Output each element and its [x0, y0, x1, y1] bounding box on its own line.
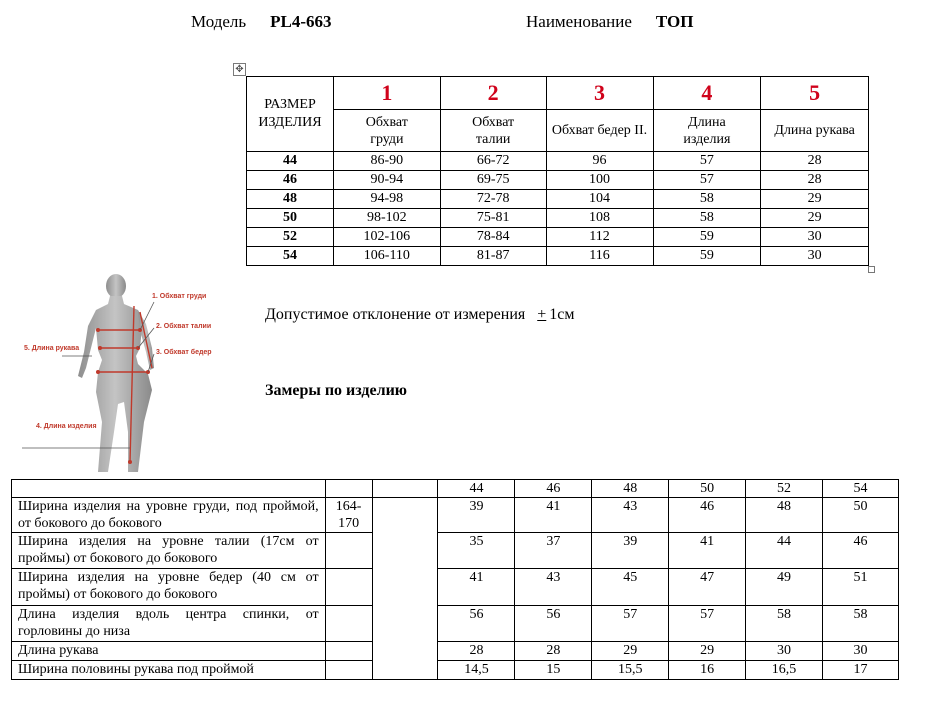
figure-label-sleeve: 5. Длина рукава	[24, 345, 80, 352]
measurement-value: 41	[438, 569, 515, 606]
size-value-cell: 66-72	[440, 152, 546, 171]
empty-cell	[325, 480, 372, 498]
measurement-value: 41	[669, 533, 746, 569]
size-value-cell: 116	[546, 247, 653, 266]
measurement-value: 17	[822, 661, 898, 680]
size-value-cell: 59	[653, 228, 761, 247]
measurement-value: 16	[669, 661, 746, 680]
measurements-table	[11, 479, 899, 680]
measurement-label: Длина изделия вдоль центра спинки, от горловины до низа	[12, 606, 326, 642]
measurement-value: 29	[592, 642, 669, 661]
measurement-value: 35	[438, 533, 515, 569]
measurement-label: Ширина половины рукава под проймой	[12, 661, 326, 680]
mannequin-silhouette	[78, 274, 154, 472]
size-value-cell: 108	[546, 209, 653, 228]
size-value-cell: 58	[653, 190, 761, 209]
size-value-cell: 86-90	[333, 152, 440, 171]
measurement-value: 39	[438, 498, 515, 533]
size-value-cell: 104	[546, 190, 653, 209]
size-value-cell: 75-81	[440, 209, 546, 228]
figure-label-length: 4. Длина изделия	[36, 423, 97, 430]
size-table-row	[247, 228, 869, 247]
size-header-cell: 54	[822, 480, 898, 498]
measurement-value: 28	[438, 642, 515, 661]
size-table-row	[247, 209, 869, 228]
measurement-value: 50	[822, 498, 898, 533]
column-number: 4	[653, 77, 761, 110]
tolerance-text: Допустимое отклонение от измерения	[265, 306, 526, 323]
measurement-value: 37	[515, 533, 592, 569]
measurement-row	[12, 661, 899, 680]
column-number: 3	[546, 77, 653, 110]
measurement-row	[12, 533, 899, 569]
tolerance-value: 1см	[549, 306, 575, 323]
size-value-cell: 29	[761, 190, 869, 209]
size-value-cell: 57	[653, 152, 761, 171]
measurement-value: 15	[515, 661, 592, 680]
size-value-cell: 59	[653, 247, 761, 266]
blank-column-cell	[372, 498, 438, 680]
measurement-value: 30	[822, 642, 898, 661]
size-row-header	[247, 77, 334, 152]
size-cell: 44	[247, 152, 334, 171]
size-header-cell: 50	[669, 480, 746, 498]
tolerance-sign: +	[537, 306, 547, 323]
column-label: Обхват талии	[440, 110, 546, 152]
empty-cell	[325, 661, 372, 680]
figure-label-hips: 3. Обхват бедер	[156, 349, 212, 356]
size-header-cell: 44	[438, 480, 515, 498]
model-heading	[191, 12, 332, 32]
measurement-value: 14,5	[438, 661, 515, 680]
size-value-cell: 98-102	[333, 209, 440, 228]
column-number: 2	[440, 77, 546, 110]
measurement-value: 41	[515, 498, 592, 533]
size-value-cell: 100	[546, 171, 653, 190]
measurement-label: Длина рукава	[12, 642, 326, 661]
empty-cell	[325, 569, 372, 606]
measurement-value: 49	[746, 569, 823, 606]
empty-cell	[372, 480, 438, 498]
measurement-value: 58	[746, 606, 823, 642]
measurement-value: 30	[746, 642, 823, 661]
measurement-label: Ширина изделия на уровне груди, под проймой, от бокового до бокового	[12, 498, 326, 533]
empty-cell	[325, 642, 372, 661]
size-value-cell: 58	[653, 209, 761, 228]
figure-label-chest: 1. Обхват груди	[152, 293, 207, 300]
column-label: Длина изделия	[653, 110, 761, 152]
size-value-cell: 81-87	[440, 247, 546, 266]
empty-cell	[12, 480, 326, 498]
size-row-header-text: РАЗМЕР ИЗДЕЛИЯ	[258, 97, 322, 130]
measurement-value: 48	[746, 498, 823, 533]
size-table-row	[247, 152, 869, 171]
measurement-value: 45	[592, 569, 669, 606]
measurement-value: 56	[438, 606, 515, 642]
size-value-cell: 69-75	[440, 171, 546, 190]
size-table-row	[247, 247, 869, 266]
measurement-value: 29	[669, 642, 746, 661]
size-value-cell: 106-110	[333, 247, 440, 266]
measurement-value: 15,5	[592, 661, 669, 680]
name-value: ТОП	[655, 12, 694, 31]
column-label: Длина рукава	[761, 110, 869, 152]
measurement-value: 57	[669, 606, 746, 642]
measurements-header-row	[12, 480, 899, 498]
size-table	[246, 76, 869, 266]
size-value-cell: 57	[653, 171, 761, 190]
measurement-value: 39	[592, 533, 669, 569]
measurement-row	[12, 606, 899, 642]
measurement-value: 47	[669, 569, 746, 606]
table-move-handle-icon[interactable]: ✥	[233, 63, 246, 76]
model-label: Модель	[191, 12, 247, 31]
size-table-row	[247, 190, 869, 209]
column-label: Обхват бедер II.	[546, 110, 653, 152]
size-value-cell: 28	[761, 152, 869, 171]
height-range-cell: 164-170	[325, 498, 372, 533]
size-header-cell: 52	[746, 480, 823, 498]
size-value-cell: 72-78	[440, 190, 546, 209]
name-label: Наименование	[526, 12, 632, 31]
size-value-cell: 96	[546, 152, 653, 171]
body-measurement-figure	[22, 272, 260, 477]
measurement-value: 43	[592, 498, 669, 533]
size-cell: 54	[247, 247, 334, 266]
size-table-row	[247, 171, 869, 190]
size-value-cell: 30	[761, 247, 869, 266]
size-value-cell: 29	[761, 209, 869, 228]
measurement-value: 44	[746, 533, 823, 569]
measurement-label: Ширина изделия на уровне талии (17см от проймы) от бокового до бокового	[12, 533, 326, 569]
size-cell: 48	[247, 190, 334, 209]
measurement-row	[12, 569, 899, 606]
size-cell: 46	[247, 171, 334, 190]
measurement-label: Ширина изделия на уровне бедер (40 см от проймы) от бокового до бокового	[12, 569, 326, 606]
model-value: PL4-663	[270, 12, 332, 31]
size-value-cell: 30	[761, 228, 869, 247]
size-cell: 52	[247, 228, 334, 247]
size-value-cell: 94-98	[333, 190, 440, 209]
measurement-value: 56	[515, 606, 592, 642]
measurement-value: 43	[515, 569, 592, 606]
column-label: Обхват груди	[333, 110, 440, 152]
column-number: 1	[333, 77, 440, 110]
size-header-cell: 48	[592, 480, 669, 498]
table-resize-handle[interactable]	[868, 266, 875, 273]
size-header-cell: 46	[515, 480, 592, 498]
measurement-value: 51	[822, 569, 898, 606]
measurement-row	[12, 498, 899, 533]
column-number: 5	[761, 77, 869, 110]
empty-cell	[325, 533, 372, 569]
size-value-cell: 102-106	[333, 228, 440, 247]
measurement-value: 46	[669, 498, 746, 533]
size-cell: 50	[247, 209, 334, 228]
size-value-cell: 28	[761, 171, 869, 190]
measurement-row	[12, 642, 899, 661]
measurement-value: 58	[822, 606, 898, 642]
size-value-cell: 78-84	[440, 228, 546, 247]
measurement-value: 57	[592, 606, 669, 642]
measurement-value: 16,5	[746, 661, 823, 680]
measurement-value: 46	[822, 533, 898, 569]
size-value-cell: 90-94	[333, 171, 440, 190]
empty-cell	[325, 606, 372, 642]
product-name-heading	[526, 12, 693, 32]
figure-label-waist: 2. Обхват талии	[156, 323, 212, 330]
size-value-cell: 112	[546, 228, 653, 247]
measurements-title: Замеры по изделию	[265, 382, 408, 399]
measurement-value: 28	[515, 642, 592, 661]
tolerance-note	[265, 306, 575, 324]
